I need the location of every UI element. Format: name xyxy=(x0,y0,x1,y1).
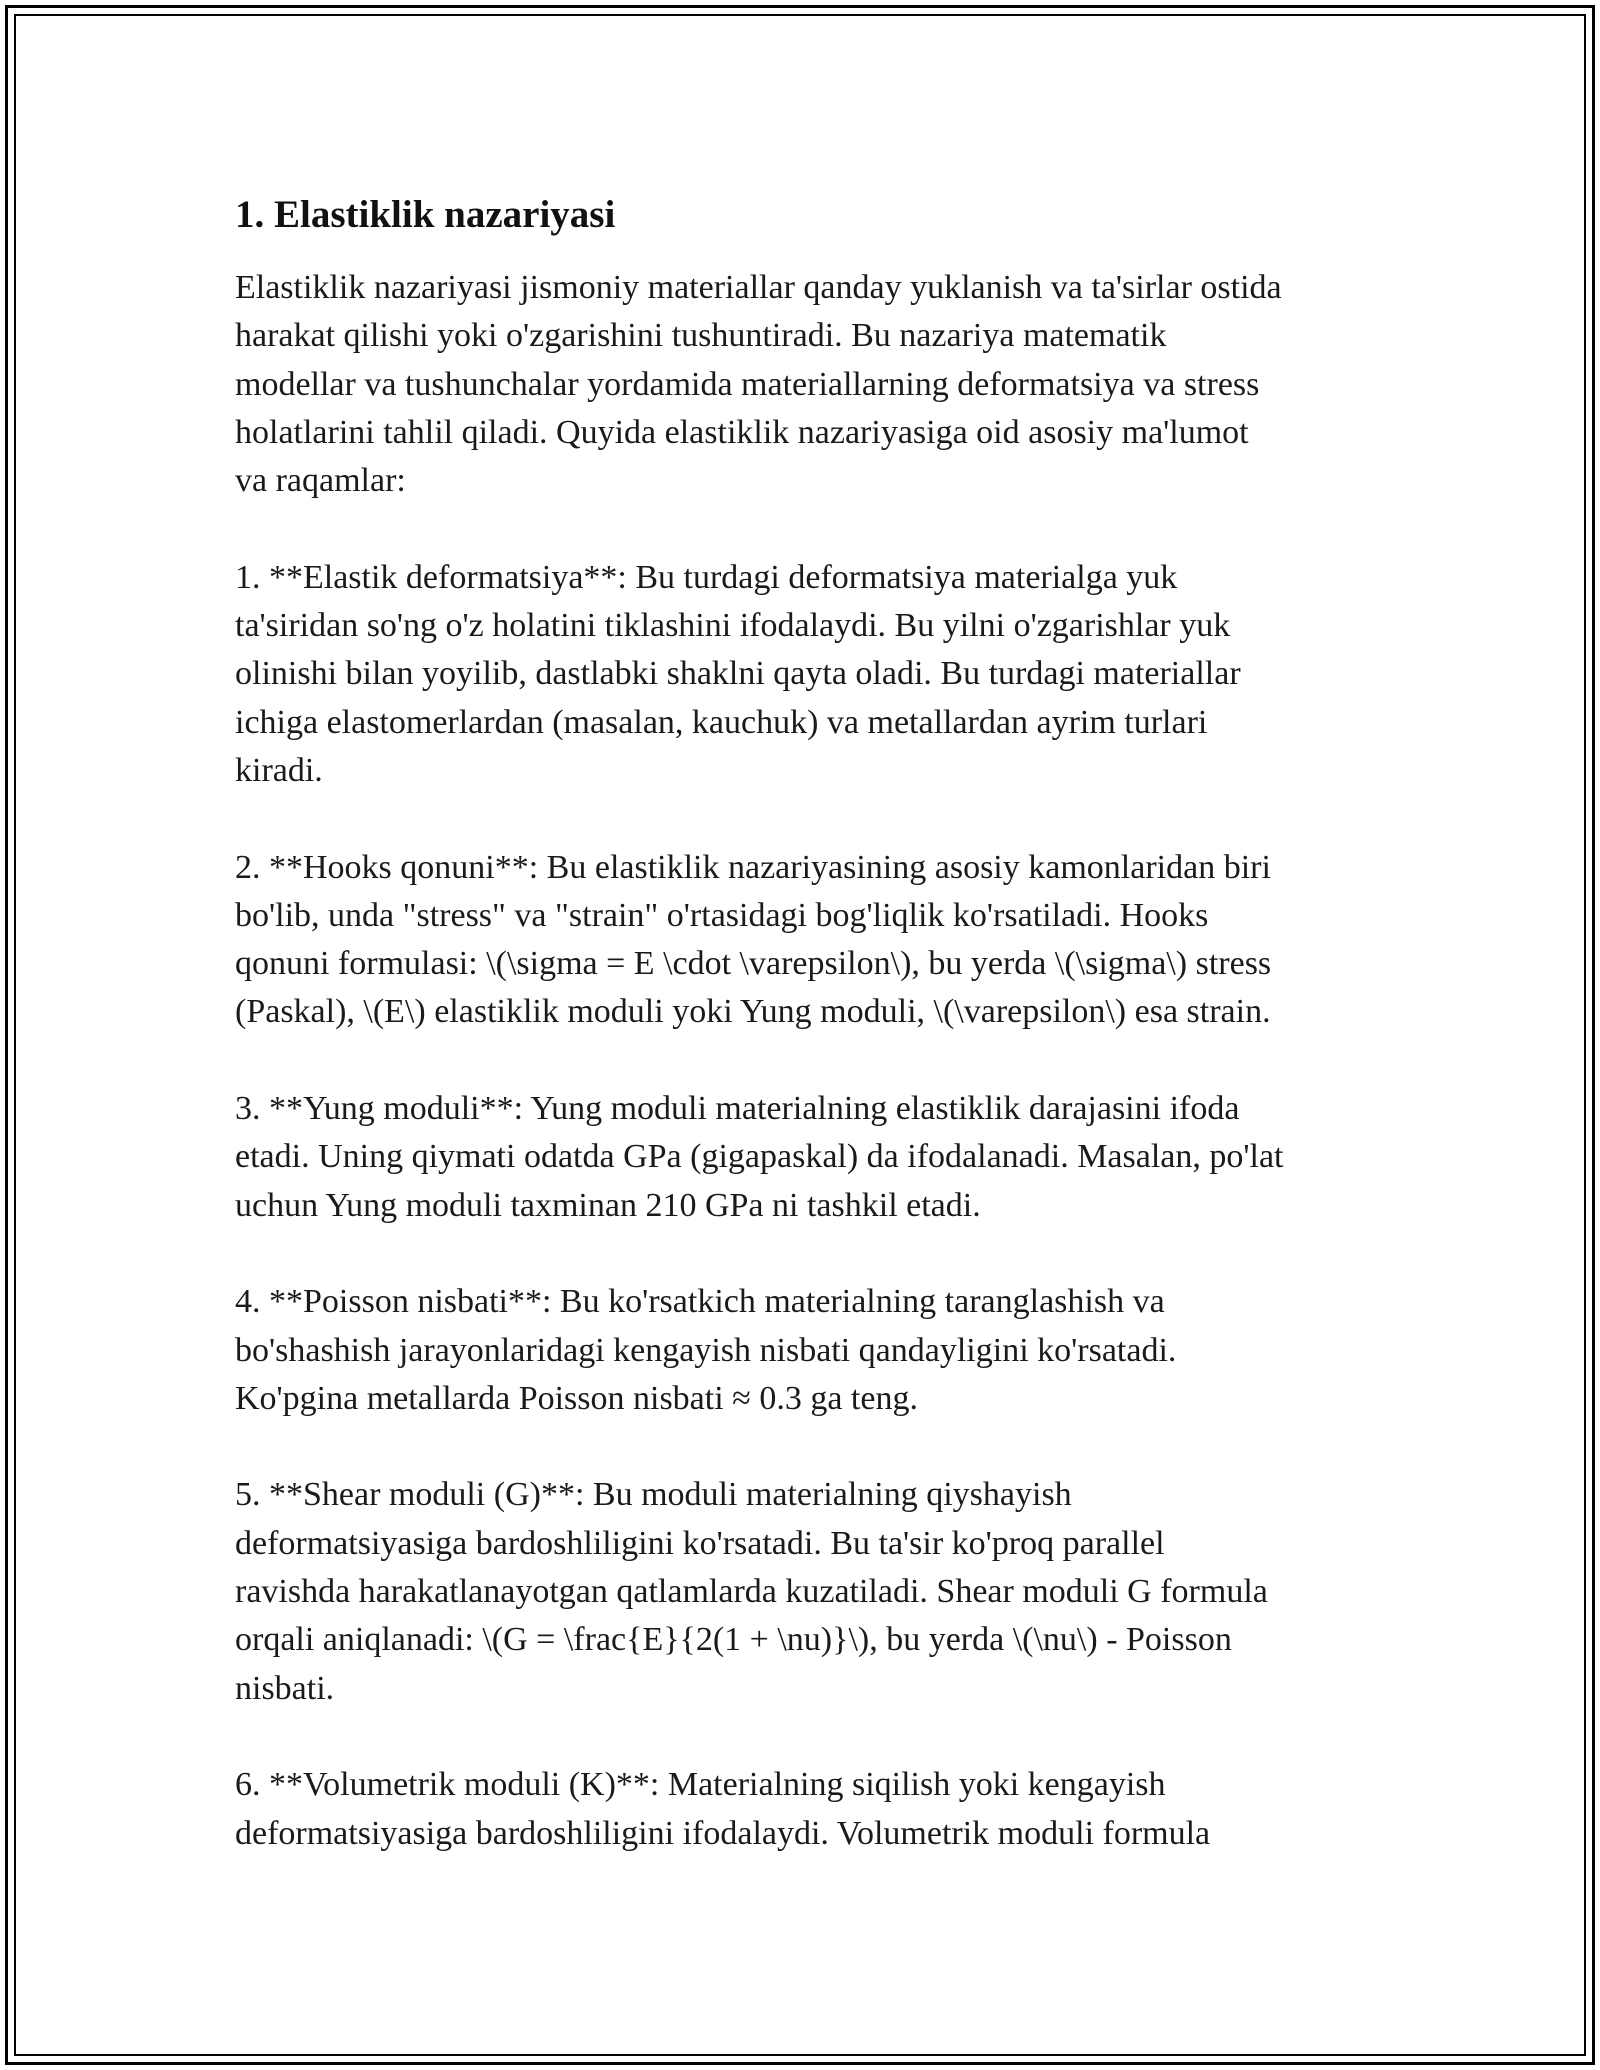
text-line: Ko'pgina metallarda Poisson nisbati ≈ 0.3 ga teng. xyxy=(235,1379,918,1417)
text-line: 6. **Volumetrik moduli (K)**: Materialning siqilish yoki kengayish xyxy=(235,1766,1166,1804)
text-line: nisbati. xyxy=(235,1669,335,1707)
text-line: 3. **Yung moduli**: Yung moduli materialning elastiklik darajasini ifoda xyxy=(235,1090,1240,1128)
text-line: deformatsiyasiga bardoshliligini ko'rsatadi. Bu ta'sir ko'proq parallel xyxy=(235,1524,1165,1562)
list-item-elastic-deformation xyxy=(235,554,1395,795)
text-line: qonuni formulasi: \(\sigma = E \cdot \varepsilon\), bu yerda \(\sigma\) stress xyxy=(235,945,1272,983)
list-item-shear-modulus xyxy=(235,1471,1395,1712)
text-line: 5. **Shear moduli (G)**: Bu moduli materialning qiyshayish xyxy=(235,1476,1072,1514)
text-line: 1. **Elastik deformatsiya**: Bu turdagi deformatsiya materialga yuk xyxy=(235,558,1178,596)
text-line: modellar va tushunchalar yordamida materiallarning deformatsiya va stress xyxy=(235,365,1260,403)
text-line: uchun Yung moduli taxminan 210 GPa ni tashkil etadi. xyxy=(235,1186,981,1224)
section-heading: 1. Elastiklik nazariyasi xyxy=(235,193,616,236)
list-item-hooks-law xyxy=(235,844,1395,1037)
text-line: ichiga elastomerlardan (masalan, kauchuk) va metallardan ayrim turlari xyxy=(235,703,1208,741)
text-line: 2. **Hooks qonuni**: Bu elastiklik nazariyasining asosiy kamonlaridan biri xyxy=(235,848,1271,886)
text-line: deformatsiyasiga bardoshliligini ifodalaydi. Volumetrik moduli formula xyxy=(235,1814,1211,1852)
text-line: holatlarini tahlil qiladi. Quyida elastiklik nazariyasiga oid asosiy ma'lumot xyxy=(235,413,1249,451)
text-line: va raqamlar: xyxy=(235,462,406,500)
text-line: ta'siridan so'ng o'z holatini tiklashini ifodalaydi. Bu yilni o'zgarishlar yuk xyxy=(235,607,1231,645)
list-item-bulk-modulus xyxy=(235,1761,1395,1858)
text-line: harakat qilishi yoki o'zgarishini tushuntiradi. Bu nazariya matematik xyxy=(235,317,1167,355)
list-item-young-modulus xyxy=(235,1085,1395,1230)
document-body xyxy=(235,186,1395,1906)
text-line: kiradi. xyxy=(235,751,323,789)
text-line: ravishda harakatlanayotgan qatlamlarda kuzatiladi. Shear moduli G formula xyxy=(235,1573,1268,1611)
list-item-poisson-ratio xyxy=(235,1278,1395,1423)
intro-paragraph xyxy=(235,264,1395,505)
text-line: (Paskal), \(E\) elastiklik moduli yoki Yung moduli, \(\varepsilon\) esa strain. xyxy=(235,993,1271,1031)
text-line: Elastiklik nazariyasi jismoniy materiallar qanday yuklanish va ta'sirlar ostida xyxy=(235,269,1282,306)
text-line: olinishi bilan yoyilib, dastlabki shaklni qayta oladi. Bu turdagi materiallar xyxy=(235,655,1241,693)
text-line: etadi. Uning qiymati odatda GPa (gigapaskal) da ifodalanadi. Masalan, po'lat xyxy=(235,1138,1284,1176)
text-line: bo'lib, unda "stress" va "strain" o'rtasidagi bog'liqlik ko'rsatiladi. Hooks xyxy=(235,896,1209,934)
text-line: bo'shashish jarayonlaridagi kengayish nisbati qandayligini ko'rsatadi. xyxy=(235,1331,1177,1369)
text-line: orqali aniqlanadi: \(G = \frac{E}{2(1 + \nu)}\), bu yerda \(\nu\) - Poisson xyxy=(235,1621,1232,1659)
text-line: 4. **Poisson nisbati**: Bu ko'rsatkich materialning taranglashish va xyxy=(235,1283,1165,1321)
